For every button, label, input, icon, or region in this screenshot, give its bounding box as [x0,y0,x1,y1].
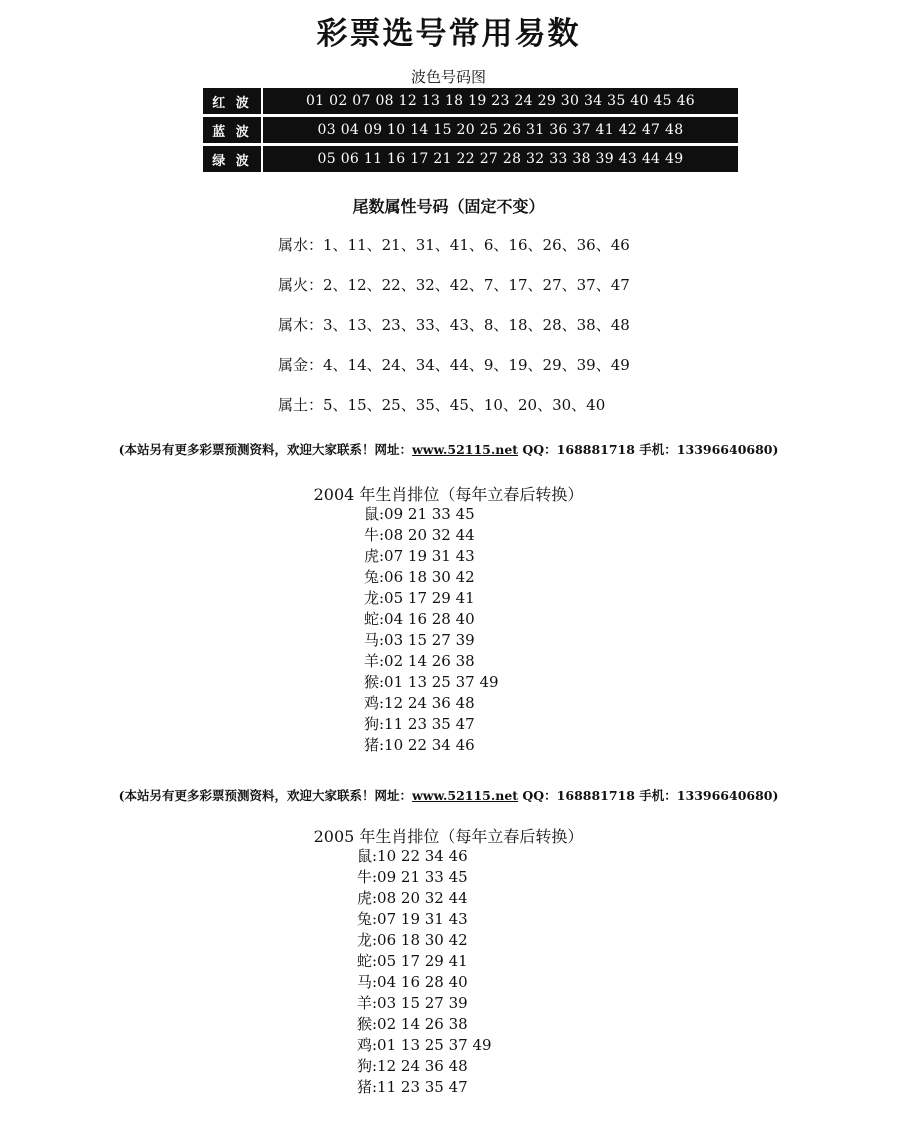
zodiac-line-pig: 猪:10 22 34 46 [364,736,475,754]
wave-numbers: 03 04 09 10 14 15 20 25 26 31 36 37 41 42 47 48 [317,122,684,138]
tail-line-wood: 属木：3、13、23、33、43、8、18、28、38、48 [278,316,630,334]
zodiac-line-rabbit: 兔:07 19 31 43 [357,910,468,928]
zodiac-line-pig: 猪:11 23 35 47 [357,1078,468,1096]
tail-section-heading: 尾数属性号码（固定不变） [352,197,545,216]
zodiac-line-monkey: 猴:01 13 25 37 49 [364,673,499,691]
zodiac-line-tiger: 虎:08 20 32 44 [357,889,468,907]
zodiac-2005-heading: 2005 年生肖排位（每年立春后转换） [313,827,584,846]
zodiac-2004-list [364,503,499,755]
zodiac-line-snake: 蛇:04 16 28 40 [364,610,475,628]
zodiac-line-rabbit: 兔:06 18 30 42 [364,568,475,586]
wave-color-table [203,88,738,175]
zodiac-line-dog: 狗:11 23 35 47 [364,715,475,733]
zodiac-line-goat: 羊:03 15 27 39 [357,994,468,1012]
zodiac-line-goat: 羊:02 14 26 38 [364,652,475,670]
zodiac-2005-list [357,845,492,1097]
wave-label: 绿 波 [203,146,263,172]
website-link[interactable]: www.52115.net [412,788,519,803]
zodiac-line-tiger: 虎:07 19 31 43 [364,547,475,565]
zodiac-line-monkey: 猴:02 14 26 38 [357,1015,468,1033]
wave-numbers: 05 06 11 16 17 21 22 27 28 32 33 38 39 43 44 49 [317,151,684,167]
notice-suffix: QQ：168881718 手机：13396640680) [518,788,779,803]
zodiac-2004-heading: 2004 年生肖排位（每年立春后转换） [313,485,584,504]
zodiac-line-dragon: 龙:06 18 30 42 [357,931,468,949]
wave-row-green [203,146,738,172]
zodiac-line-rat: 鼠:10 22 34 46 [357,847,468,865]
tail-line-earth: 属土：5、15、25、35、45、10、20、30、40 [278,396,606,414]
wave-row-blue [203,117,738,143]
zodiac-line-rooster: 鸡:01 13 25 37 49 [357,1036,492,1054]
zodiac-line-ox: 牛:08 20 32 44 [364,526,475,544]
website-link[interactable]: www.52115.net [412,442,519,457]
notice-prefix: (本站另有更多彩票预测资料，欢迎大家联系！网址： [118,442,413,457]
zodiac-line-snake: 蛇:05 17 29 41 [357,952,468,970]
tail-line-water: 属水：1、11、21、31、41、6、16、26、36、46 [278,236,630,254]
zodiac-line-rat: 鼠:09 21 33 45 [364,505,475,523]
page-title: 彩票选号常用易数 [316,16,581,52]
wave-chart-heading: 波色号码图 [410,68,486,86]
contact-notice-2 [0,786,897,804]
notice-prefix: (本站另有更多彩票预测资料，欢迎大家联系！网址： [118,788,413,803]
zodiac-line-horse: 马:03 15 27 39 [364,631,475,649]
zodiac-line-ox: 牛:09 21 33 45 [357,868,468,886]
zodiac-line-dog: 狗:12 24 36 48 [357,1057,468,1075]
zodiac-line-horse: 马:04 16 28 40 [357,973,468,991]
contact-notice [0,440,897,458]
tail-line-metal: 属金：4、14、24、34、44、9、19、29、39、49 [278,356,630,374]
zodiac-line-rooster: 鸡:12 24 36 48 [364,694,475,712]
wave-row-red [203,88,738,114]
tail-line-fire: 属火：2、12、22、32、42、7、17、27、37、47 [278,276,630,294]
wave-label: 蓝 波 [203,117,263,143]
wave-label: 红 波 [203,88,263,114]
notice-suffix: QQ：168881718 手机：13396640680) [518,442,779,457]
tail-attribute-list [278,234,630,434]
wave-numbers: 01 02 07 08 12 13 18 19 23 24 29 30 34 35 40 45 46 [305,93,696,109]
zodiac-line-dragon: 龙:05 17 29 41 [364,589,475,607]
